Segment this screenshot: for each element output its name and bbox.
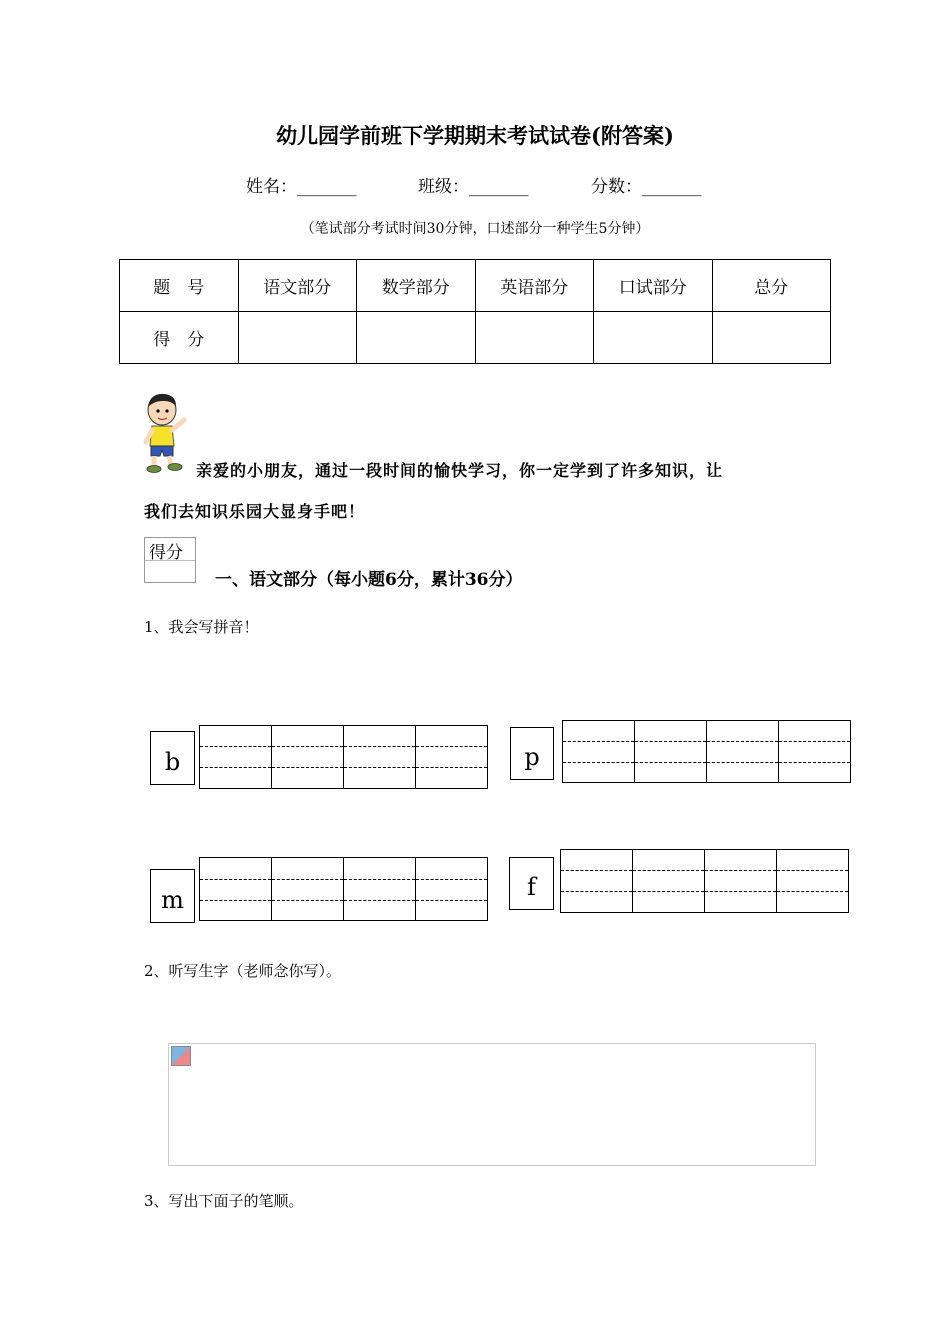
page-title: 幼儿园学前班下学期期末考试试卷(附答案) <box>276 123 674 148</box>
writing-cell[interactable] <box>563 721 635 782</box>
exam-time-note: （笔试部分考试时间30分钟，口述部分一种学生5分钟） <box>300 221 650 237</box>
writing-cell[interactable] <box>779 721 850 782</box>
writing-cell[interactable] <box>200 726 272 788</box>
pinyin-letter: f <box>527 873 536 901</box>
score-cell[interactable] <box>475 312 594 364</box>
score-box-label: 得分 <box>149 543 183 563</box>
score-cell[interactable] <box>712 312 831 364</box>
writing-cell[interactable] <box>561 850 633 912</box>
score-table <box>119 259 831 364</box>
pinyin-letter-box <box>150 731 195 785</box>
name-field-label: 姓名：_______ <box>246 177 357 197</box>
table-header-cell: 数学部分 <box>357 260 476 312</box>
section-score-box[interactable] <box>144 537 196 583</box>
pinyin-letter-box <box>150 869 195 923</box>
writing-grid[interactable] <box>199 857 488 921</box>
table-header-cell: 题 号 <box>120 260 239 312</box>
writing-cell[interactable] <box>633 850 705 912</box>
writing-cell[interactable] <box>416 858 487 920</box>
writing-cell[interactable] <box>272 858 344 920</box>
cartoon-boy-icon <box>140 390 202 478</box>
score-row-label: 得 分 <box>120 312 239 364</box>
score-cell[interactable] <box>238 312 357 364</box>
writing-grid[interactable] <box>199 725 488 789</box>
pinyin-letter-box <box>509 857 554 910</box>
pinyin-letter-box <box>510 727 554 780</box>
score-box-divider <box>145 560 195 561</box>
class-field-label: 班级：_______ <box>418 177 529 197</box>
table-header-cell: 口试部分 <box>594 260 713 312</box>
table-header-cell: 总分 <box>712 260 831 312</box>
writing-cell[interactable] <box>200 858 272 920</box>
intro-line-2: 我们去知识乐园大显身手吧！ <box>144 502 366 521</box>
broken-image-icon <box>171 1046 191 1066</box>
pinyin-letter: b <box>164 748 181 776</box>
score-table-header-row <box>120 260 831 312</box>
writing-cell[interactable] <box>635 721 707 782</box>
writing-grid[interactable] <box>562 720 851 783</box>
score-field-label: 分数：_______ <box>591 177 702 197</box>
intro-line-1: 亲爱的小朋友，通过一段时间的愉快学习，你一定学到了许多知识，让 <box>196 461 724 480</box>
question-3: 3、写出下面子的笔顺。 <box>144 1192 304 1210</box>
writing-cell[interactable] <box>705 850 777 912</box>
dictation-image-placeholder <box>168 1043 816 1166</box>
question-2: 2、听写生字（老师念你写）。 <box>144 962 342 980</box>
writing-cell[interactable] <box>344 726 416 788</box>
section-title: 一、语文部分（每小题6分，累计36分） <box>215 570 523 590</box>
question-1: 1、我会写拼音！ <box>144 618 259 636</box>
writing-cell[interactable] <box>416 726 487 788</box>
writing-grid[interactable] <box>560 849 849 913</box>
table-header-cell: 语文部分 <box>238 260 357 312</box>
pinyin-letter: p <box>524 743 540 771</box>
writing-cell[interactable] <box>707 721 779 782</box>
score-table-score-row <box>120 312 831 364</box>
score-cell[interactable] <box>357 312 476 364</box>
pinyin-letter: m <box>161 886 184 914</box>
writing-cell[interactable] <box>777 850 848 912</box>
writing-cell[interactable] <box>344 858 416 920</box>
writing-cell[interactable] <box>272 726 344 788</box>
score-cell[interactable] <box>594 312 713 364</box>
table-header-cell: 英语部分 <box>475 260 594 312</box>
